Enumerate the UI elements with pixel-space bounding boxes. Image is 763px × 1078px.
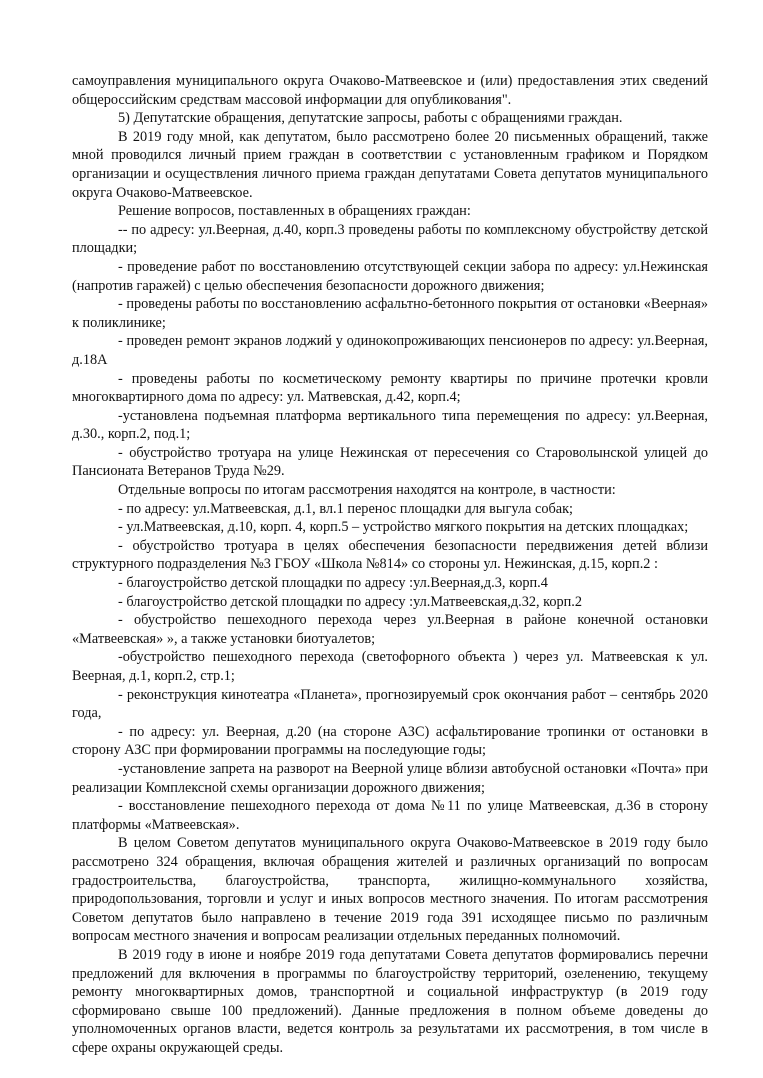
paragraph: -- по адресу: ул.Веерная, д.40, корп.3 проведены работы по комплексному обустройству детской площадки;	[72, 221, 708, 257]
paragraph: - ул.Матвеевская, д.10, корп. 4, корп.5 – устройство мягкого покрытия на детских площадках;	[118, 519, 689, 536]
paragraph: В 2019 году в июне и ноябре 2019 года депутатами Совета депутатов формировались перечни предложений для включения в программы по благоустройству территорий, озеленению, текущему ремонту многоквартирных домов, транспортной и социальной инфраструктур (в 2019 году сформировано свыше 100 предложений). Данные предложения в полном объеме доведены до уполномоченных органов власти, ведется контроль за результатами их рассмотрения, в том числе в сфере охраны окружающей среды.	[72, 946, 708, 1056]
paragraph: -установление запрета на разворот на Веерной улице вблизи автобусной остановки «Почта» при реализации Комплексной схемы организации дорожного движения;	[72, 760, 708, 796]
paragraph: - обустройство тротуара на улице Нежинская от пересечения со Староволынской улицей до Пансионата Ветеранов Труда №29.	[72, 444, 708, 480]
paragraph: -установлена подъемная платформа вертикального типа перемещения по адресу: ул.Веерная, д.30., корп.2, под.1;	[72, 407, 708, 443]
paragraph: - по адресу: ул. Веерная, д.20 (на стороне АЗС) асфальтирование тропинки от остановки в сторону АЗС при формировании программы на последующие годы;	[72, 723, 708, 759]
paragraph: - проведены работы по восстановлению асфальтно-бетонного покрытия от остановки «Веерная» к поликлинике;	[72, 296, 708, 331]
paragraph: Отдельные вопросы по итогам рассмотрения находятся на контроле, в частности:	[118, 482, 616, 499]
paragraph: -обустройство пешеходного перехода (светофорного объекта ) через ул. Матвеевская к ул. Веерная, д.1, корп.2, стр.1;	[72, 649, 708, 684]
paragraph: 5) Депутатские обращения, депутатские запросы, работы с обращениями граждан.	[118, 110, 623, 127]
paragraph: В 2019 году мной, как депутатом, было рассмотрено более 20 письменных обращений, также мной проводился личный прием граждан в соответствии с установленным графиком и Порядком организации и осуществления личного приема граждан депутатами Совета депутатов муниципального округа Очаково-Матвеевское.	[72, 128, 708, 201]
paragraph: - благоустройство детской площадки по адресу :ул.Матвеевская,д.32, корп.2	[118, 593, 583, 610]
paragraph: - обустройство тротуара в целях обеспечения безопасности передвижения детей вблизи структурного подразделения №3 ГБОУ «Школа №814» со стороны ул. Нежинская, д.15, корп.2 :	[72, 537, 708, 573]
paragraph: - по адресу: ул.Матвеевская, д.1, вл.1 перенос площадки для выгула собак;	[118, 500, 574, 517]
paragraph: - благоустройство детской площадки по адресу :ул.Веерная,д.3, корп.4	[118, 575, 548, 592]
paragraph: - проведение работ по восстановлению отсутствующей секции забора по адресу: ул.Нежинская (напротив гаражей) с целью обеспечения безопасности дорожного движения;	[72, 258, 708, 294]
paragraph: Решение вопросов, поставленных в обращениях граждан:	[118, 203, 471, 220]
document-page	[72, 72, 708, 1057]
paragraph: - обустройство пешеходного перехода через ул.Веерная в районе конечной остановки «Матвеевская» », а также установки биотуалетов;	[72, 612, 708, 647]
paragraph: - реконструкция кинотеатра «Планета», прогнозируемый срок окончания работ – сентябрь 2020 года,	[72, 686, 708, 722]
paragraph: - восстановление пешеходного перехода от дома №11 по улице Матвеевская, д.36 в сторону платформы «Матвеевская».	[72, 798, 708, 833]
paragraph: - проведен ремонт экранов лоджий у одинокопроживающих пенсионеров по адресу: ул.Веерная, д.18А	[72, 333, 708, 368]
paragraph: В целом Советом депутатов муниципального округа Очаково-Матвеевское в 2019 году было рассмотрено 324 обращения, включая обращения жителей и различных организаций по вопросам градостроительства, благоустройства, транспорта, жилищно-коммунального хозяйства, природопользования, торговли и услуг и иных вопросов местного значения. По итогам рассмотрения Советом депутатов было направлено в течение 2019 года 391 исходящее письмо по различным вопросам местного значения и вопросам реализации отдельных переданных полномочий.	[72, 835, 708, 945]
paragraph: самоуправления муниципального округа Очаково-Матвеевское и (или) предоставления этих сведений общероссийским средствам массовой информации для опубликования".	[72, 73, 708, 108]
paragraph: - проведены работы по косметическому ремонту квартиры по причине протечки кровли многоквартирного дома по адресу: ул. Матвевская, д.42, корп.4;	[72, 370, 708, 406]
